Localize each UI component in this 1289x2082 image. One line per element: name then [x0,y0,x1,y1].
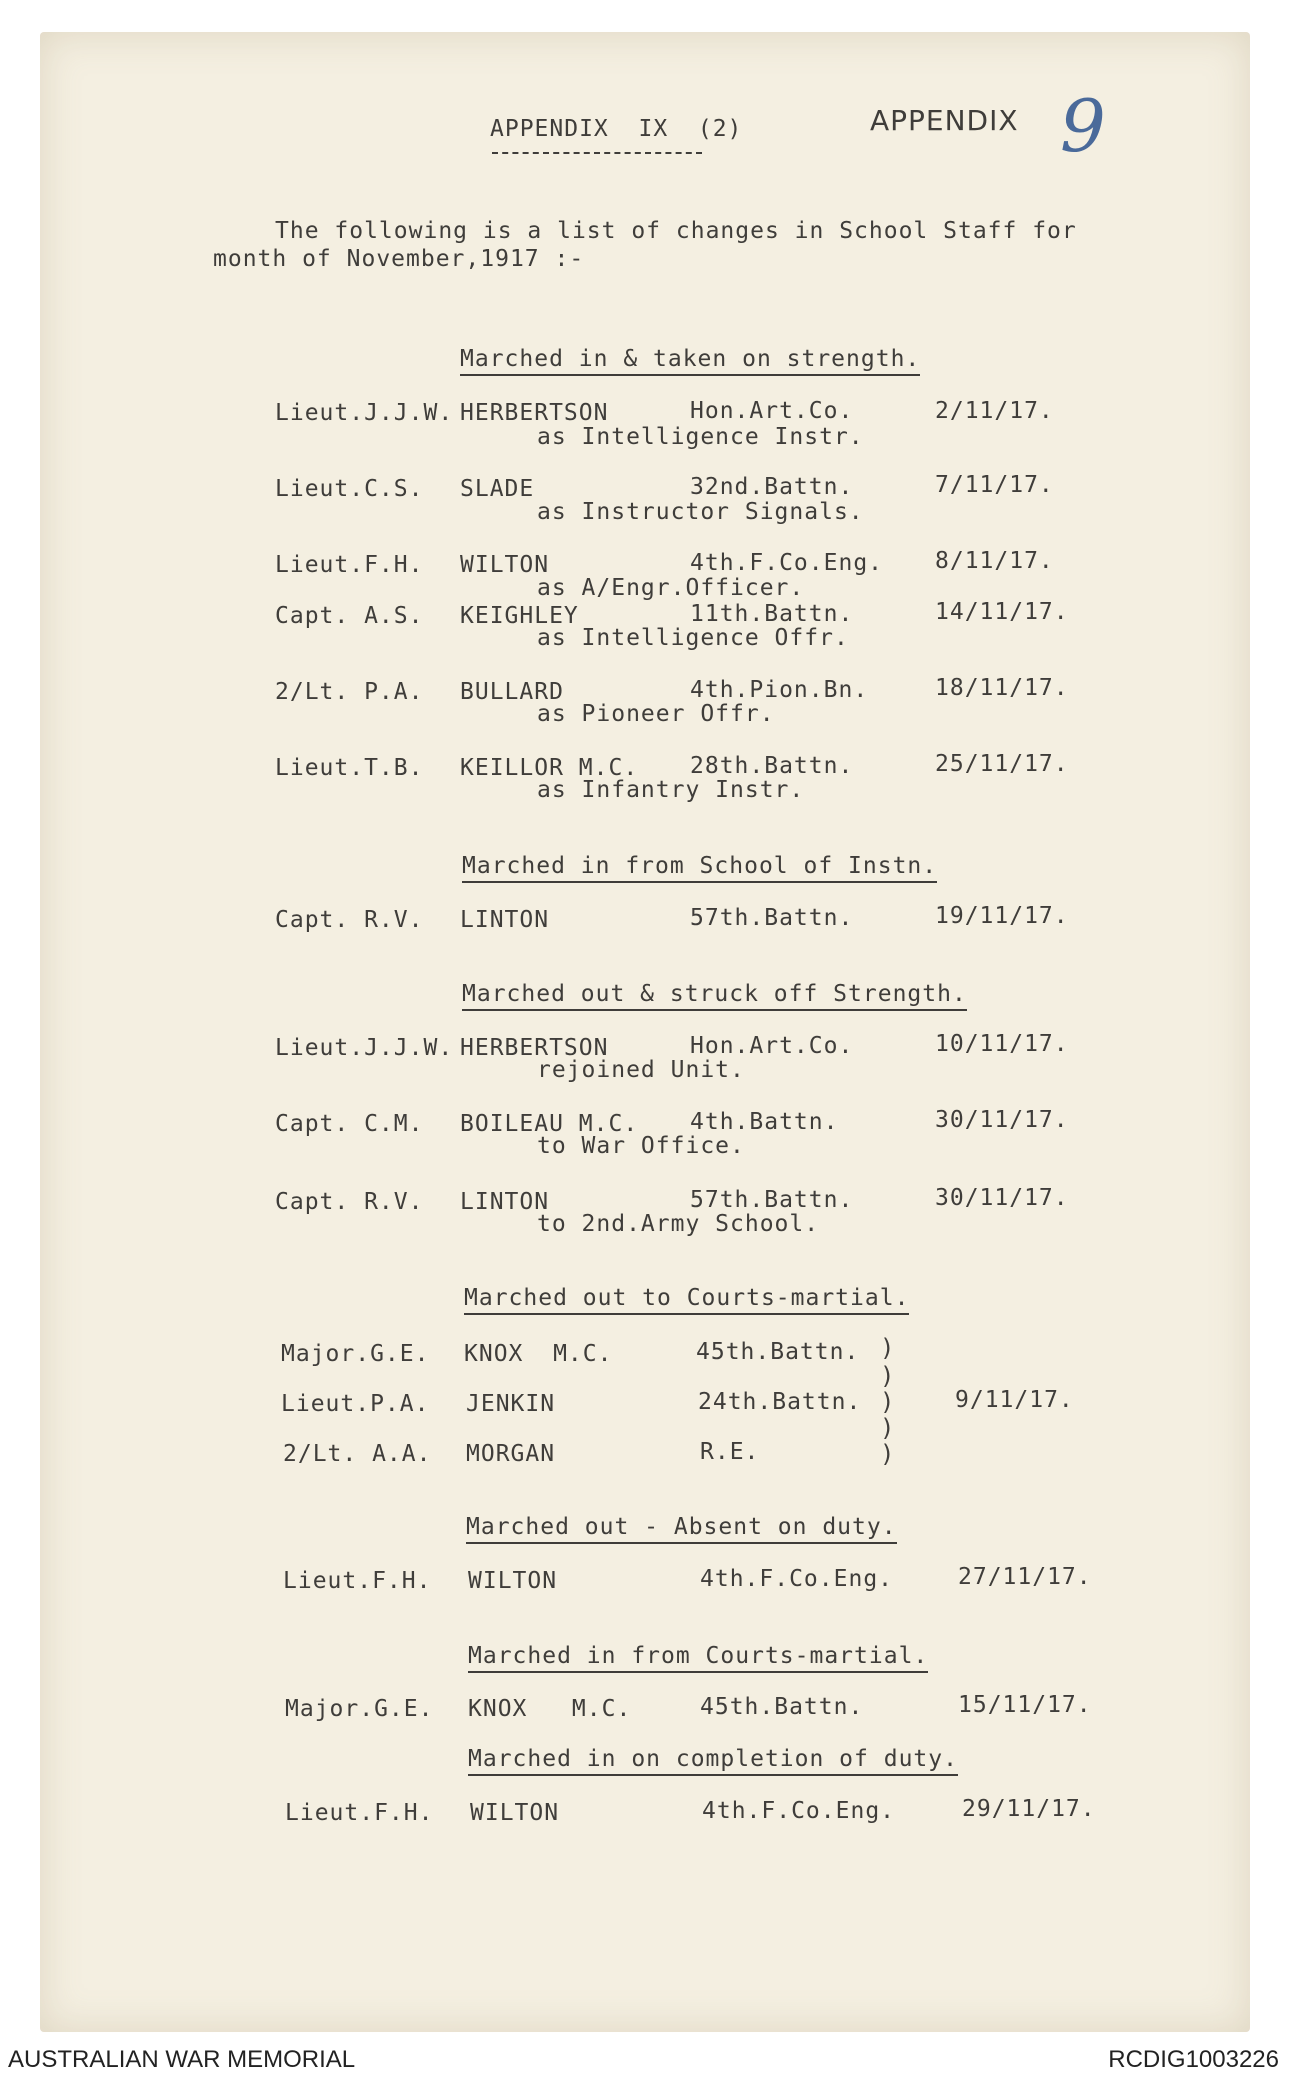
entry-name: WILTON [470,1800,560,1826]
entry-unit: Hon.Art.Co. [690,1033,854,1059]
entry-unit: Hon.Art.Co. [690,398,854,424]
entry-unit: 4th.Battn. [690,1109,839,1135]
entry-unit: 28th.Battn. [690,753,854,779]
entry-date: 8/11/17. [935,548,1054,574]
entry-rank: Lieut.F.H. [283,1568,432,1594]
entry-unit: 57th.Battn. [690,905,854,931]
entry-date: 19/11/17. [935,903,1069,929]
entry-date: 18/11/17. [935,675,1069,701]
entry-date: 10/11/17. [935,1031,1069,1057]
entry-date: 15/11/17. [958,1692,1092,1718]
entry-name: HERBERTSON [460,400,609,426]
entry-name: LINTON [460,1189,550,1215]
entry-role: as Infantry Instr. [537,777,805,803]
entry-rank: Lieut.T.B. [275,755,424,781]
entry-date: 30/11/17. [935,1107,1069,1133]
entry-rank: Major.G.E. [281,1341,430,1367]
entry-name: KNOX M.C. [464,1341,613,1367]
entry-unit: 4th.F.Co.Eng. [690,550,884,576]
entry-date: 29/11/17. [962,1796,1096,1822]
entry-rank: Lieut.F.H. [275,552,424,578]
entry-name: KNOX M.C. [468,1696,632,1722]
entry-rank: Lieut.J.J.W. [275,400,454,426]
entry-unit: R.E. [700,1439,760,1465]
entry-date: 25/11/17. [935,751,1069,777]
footer-source: AUSTRALIAN WAR MEMORIAL [8,2046,356,2073]
entry-rank: Capt. A.S. [275,603,424,629]
appendix-number-handwritten: 9 [1060,84,1106,168]
entry-rank: Capt. C.M. [275,1111,424,1137]
entry-role: to War Office. [537,1133,745,1159]
bracket-mark: ) [880,1362,895,1390]
entry-rank: Lieut.C.S. [275,476,424,502]
bracket-mark: ) [880,1334,895,1362]
entry-role: as Intelligence Instr. [537,424,864,450]
entry-name: SLADE [460,476,535,502]
entry-role: as A/Engr.Officer. [537,575,805,601]
shared-date: 9/11/17. [955,1387,1074,1413]
intro-line-2: month of November,1917 :- [213,246,585,272]
bracket-mark: ) [880,1388,895,1416]
section-heading: Marched in on completion of duty. [468,1746,958,1776]
entry-name: LINTON [460,907,550,933]
section-heading: Marched in & taken on strength. [460,346,920,376]
entry-date: 30/11/17. [935,1185,1069,1211]
entry-rank: Lieut.F.H. [285,1800,434,1826]
entry-date: 7/11/17. [935,472,1054,498]
entry-rank: Capt. R.V. [275,1189,424,1215]
entry-date: 27/11/17. [958,1564,1092,1590]
entry-name: WILTON [460,552,550,578]
entry-name: HERBERTSON [460,1035,609,1061]
entry-unit: 45th.Battn. [700,1694,864,1720]
entry-unit: 57th.Battn. [690,1187,854,1213]
entry-date: 2/11/17. [935,398,1054,424]
entry-name: KEILLOR M.C. [460,755,639,781]
section-heading: Marched out & struck off Strength. [462,981,967,1011]
bracket-mark: ) [880,1414,895,1442]
entry-unit: 4th.F.Co.Eng. [702,1798,896,1824]
footer-id: RCDIG1003226 [1108,2046,1279,2073]
entry-name: JENKIN [466,1391,556,1417]
entry-rank: Lieut.J.J.W. [275,1035,454,1061]
section-heading: Marched in from School of Instn. [462,853,937,883]
appendix-stamp: APPENDIX [870,104,1019,137]
entry-rank: 2/Lt. P.A. [275,679,424,705]
entry-role: as Instructor Signals. [537,499,864,525]
entry-rank: Lieut.P.A. [281,1391,430,1417]
entry-name: WILTON [468,1568,558,1594]
entry-unit: 32nd.Battn. [690,474,854,500]
entry-name: MORGAN [466,1441,556,1467]
appendix-heading: APPENDIX IX (2) [490,116,743,142]
entry-unit: 4th.Pion.Bn. [690,677,869,703]
entry-rank: Major.G.E. [285,1696,434,1722]
entry-name: BULLARD [460,679,564,705]
heading-underline [492,152,702,154]
entry-unit: 24th.Battn. [698,1389,862,1415]
bracket-mark: ) [880,1440,895,1468]
entry-role: rejoined Unit. [537,1057,745,1083]
entry-role: as Pioneer Offr. [537,701,775,727]
section-heading: Marched out to Courts-martial. [464,1285,909,1315]
entry-name: BOILEAU M.C. [460,1111,639,1137]
entry-name: KEIGHLEY [460,603,579,629]
entry-rank: Capt. R.V. [275,907,424,933]
entry-role: to 2nd.Army School. [537,1211,820,1237]
entry-unit: 11th.Battn. [690,601,854,627]
entry-date: 14/11/17. [935,599,1069,625]
section-heading: Marched in from Courts-martial. [468,1643,928,1673]
intro-line-1: The following is a list of changes in School Staff for [275,218,1077,244]
entry-unit: 45th.Battn. [696,1339,860,1365]
entry-role: as Intelligence Offr. [537,625,849,651]
section-heading: Marched out - Absent on duty. [466,1514,897,1544]
entry-unit: 4th.F.Co.Eng. [700,1566,894,1592]
entry-rank: 2/Lt. A.A. [283,1441,432,1467]
